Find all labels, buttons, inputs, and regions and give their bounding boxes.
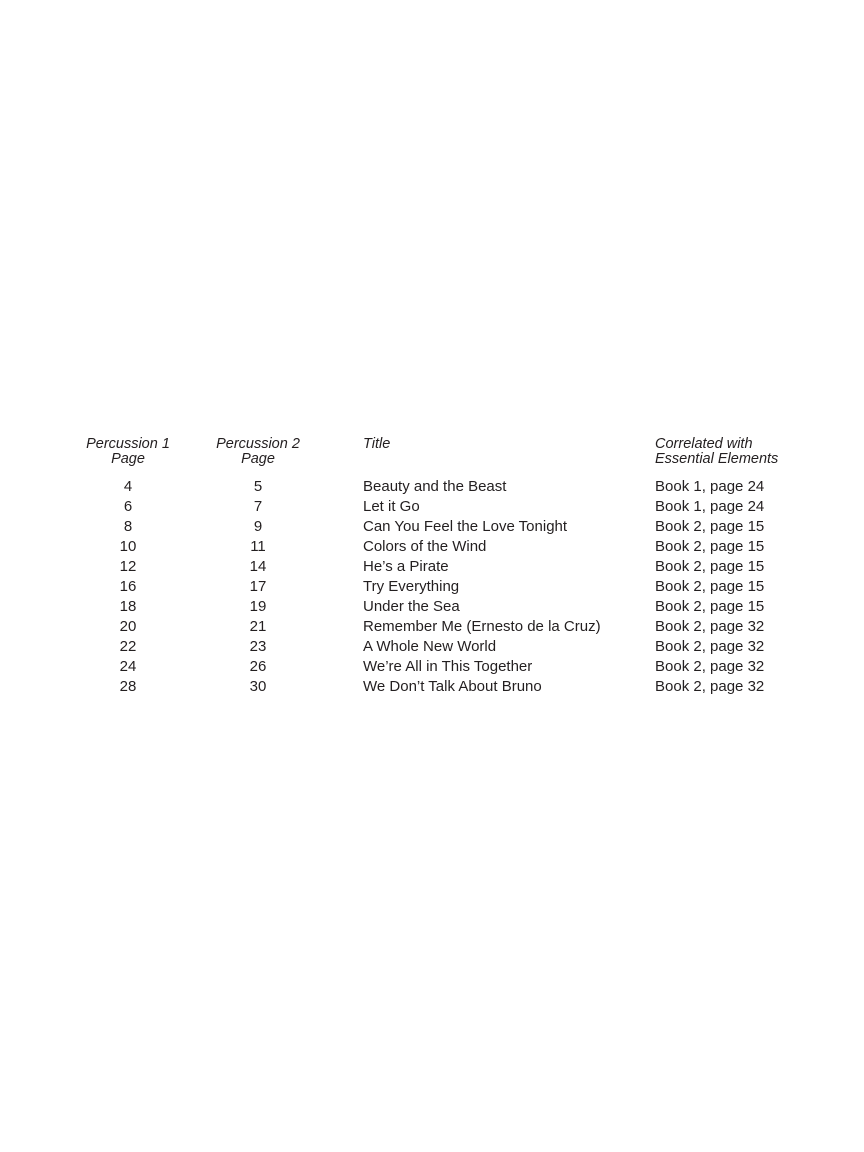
percussion-2-page: 26 xyxy=(249,658,267,675)
correlation: Book 2, page 15 xyxy=(655,558,765,575)
percussion-1-page: 10 xyxy=(119,538,137,555)
header-percussion-2-label: Percussion 2 xyxy=(216,436,300,452)
header-correlated-line-2: Essential Elements xyxy=(655,451,779,467)
table-row xyxy=(0,637,864,657)
table-row xyxy=(0,497,864,517)
correlation: Book 2, page 15 xyxy=(655,518,765,535)
table-row xyxy=(0,517,864,537)
percussion-2-page: 5 xyxy=(253,478,263,495)
header-percussion-2-page-label: Page xyxy=(241,451,275,467)
header-percussion-1-label: Percussion 1 xyxy=(86,436,170,452)
table-row xyxy=(0,577,864,597)
song-title: Under the Sea xyxy=(363,598,460,615)
song-title: He’s a Pirate xyxy=(363,558,449,575)
table-row xyxy=(0,557,864,577)
table-row xyxy=(0,537,864,557)
contents-table xyxy=(0,437,864,697)
table-row xyxy=(0,597,864,617)
song-title: Can You Feel the Love Tonight xyxy=(363,518,568,535)
table-row xyxy=(0,657,864,677)
percussion-1-page: 16 xyxy=(119,578,137,595)
table-row xyxy=(0,617,864,637)
correlation: Book 1, page 24 xyxy=(655,478,765,495)
percussion-2-page: 21 xyxy=(249,618,267,635)
table-body xyxy=(0,477,864,697)
percussion-1-page: 4 xyxy=(123,478,133,495)
song-title: Try Everything xyxy=(363,578,460,595)
song-title: Colors of the Wind xyxy=(363,538,487,555)
correlation: Book 2, page 32 xyxy=(655,678,765,695)
header-percussion-1-page xyxy=(78,437,178,467)
percussion-2-page: 14 xyxy=(249,558,267,575)
percussion-1-page: 6 xyxy=(123,498,133,515)
song-title: We Don’t Talk About Bruno xyxy=(363,678,542,695)
percussion-1-page: 8 xyxy=(123,518,133,535)
table-header xyxy=(0,437,864,477)
percussion-2-page: 9 xyxy=(253,518,263,535)
table-row xyxy=(0,477,864,497)
table-row xyxy=(0,677,864,697)
correlation: Book 2, page 15 xyxy=(655,578,765,595)
song-title: We’re All in This Together xyxy=(363,658,533,675)
percussion-2-page: 11 xyxy=(250,538,266,555)
percussion-1-page: 28 xyxy=(119,678,137,695)
correlation: Book 2, page 15 xyxy=(655,538,765,555)
song-title: Let it Go xyxy=(363,498,420,515)
correlation: Book 2, page 32 xyxy=(655,618,765,635)
header-correlated-line-1: Correlated with xyxy=(655,436,753,452)
percussion-1-page: 12 xyxy=(119,558,137,575)
percussion-2-page: 23 xyxy=(249,638,267,655)
percussion-1-page: 24 xyxy=(119,658,137,675)
percussion-2-page: 7 xyxy=(253,498,263,515)
correlation: Book 2, page 32 xyxy=(655,658,765,675)
header-percussion-1-page-label: Page xyxy=(111,451,145,467)
song-title: Remember Me (Ernesto de la Cruz) xyxy=(363,618,601,635)
header-percussion-2-page xyxy=(208,437,308,467)
percussion-2-page: 19 xyxy=(249,598,267,615)
percussion-1-page: 20 xyxy=(119,618,137,635)
header-title xyxy=(363,437,390,452)
correlation: Book 2, page 32 xyxy=(655,638,765,655)
song-title: A Whole New World xyxy=(363,638,497,655)
header-correlated xyxy=(655,437,778,467)
percussion-2-page: 17 xyxy=(249,578,267,595)
header-title-label: Title xyxy=(363,436,391,452)
percussion-1-page: 22 xyxy=(119,638,137,655)
correlation: Book 2, page 15 xyxy=(655,598,765,615)
percussion-1-page: 18 xyxy=(119,598,137,615)
correlation: Book 1, page 24 xyxy=(655,498,765,515)
percussion-2-page: 30 xyxy=(249,678,267,695)
song-title: Beauty and the Beast xyxy=(363,478,507,495)
